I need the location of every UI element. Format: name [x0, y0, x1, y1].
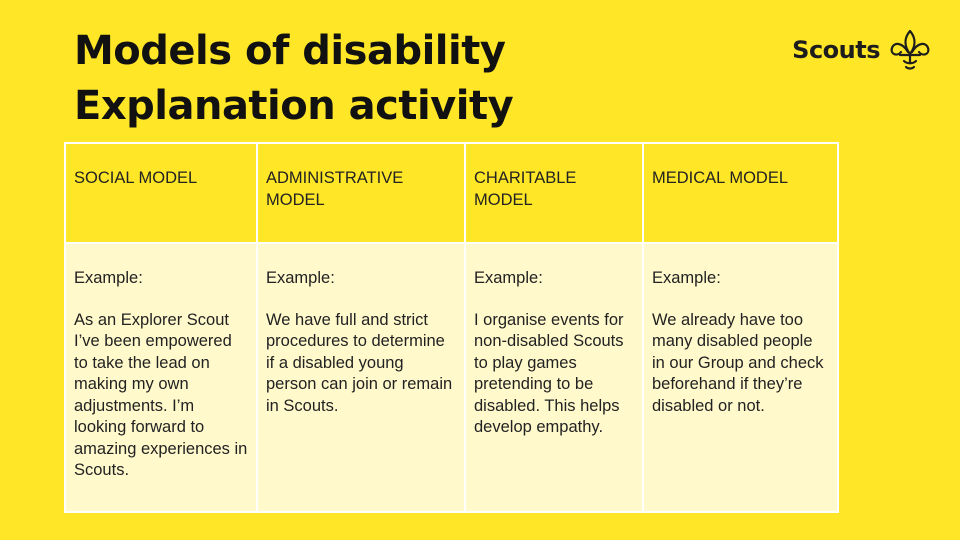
models-table	[64, 142, 839, 513]
header-administrative-model: ADMINISTRATIVE MODEL	[257, 143, 465, 243]
example-label: Example:	[266, 269, 335, 287]
header-social-model: SOCIAL MODEL	[65, 143, 257, 243]
cell-administrative-model	[257, 243, 465, 512]
title-line-2: Explanation activity	[74, 83, 514, 129]
cell-charitable-model	[465, 243, 643, 512]
header-medical-model: MEDICAL MODEL	[643, 143, 838, 243]
example-text-medical: We already have too many disabled people in our Group and check beforehand if they’re disabled or not.	[652, 310, 824, 415]
header-charitable-model: CHARITABLE MODEL	[465, 143, 643, 243]
example-text-charitable: I organise events for non-disabled Scouts to play games pretending to be disabled. This helps develop empathy.	[474, 310, 624, 436]
example-label: Example:	[474, 269, 543, 287]
cell-social-model	[65, 243, 257, 512]
table-header-row	[65, 143, 838, 243]
table-body-row	[65, 243, 838, 512]
fleur-de-lis-icon	[888, 28, 932, 72]
example-text-administrative: We have full and strict procedures to determine if a disabled young person can join or remain in Scouts.	[266, 310, 453, 415]
scouts-logo	[792, 28, 932, 72]
example-label: Example:	[652, 269, 721, 287]
example-text-social: As an Explorer Scout I’ve been empowered to take the lead on making my own adjustments. I’m looking forward to amazing experiences in Scouts.	[74, 310, 248, 479]
cell-medical-model	[643, 243, 838, 512]
logo-text: Scouts	[792, 36, 880, 64]
title-line-1: Models of disability	[74, 28, 506, 74]
page-title	[74, 24, 513, 134]
example-label: Example:	[74, 269, 143, 287]
